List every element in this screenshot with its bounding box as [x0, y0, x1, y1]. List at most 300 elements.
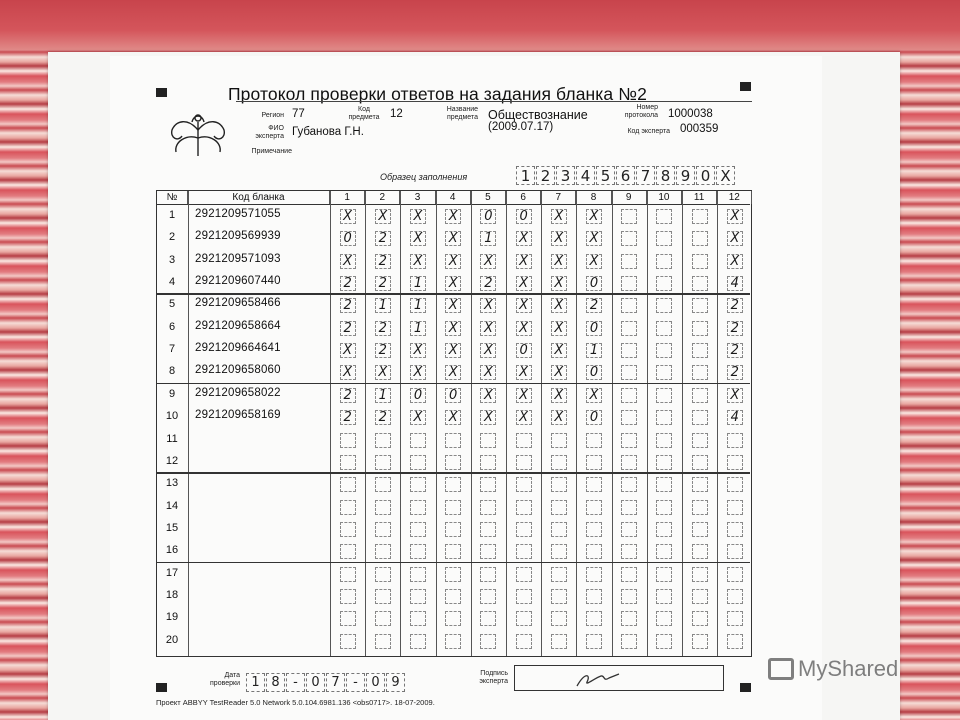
answer-cell: 2 — [375, 231, 391, 246]
note-label: Примечание — [251, 148, 292, 155]
registration-mark — [740, 82, 751, 91]
answer-cell: 2 — [727, 298, 743, 313]
answer-cell — [516, 544, 532, 559]
sample-char-cell: 5 — [596, 166, 615, 185]
answer-cell — [727, 500, 743, 515]
answer-cell — [410, 522, 426, 537]
answer-cell — [621, 522, 637, 537]
group-divider — [157, 383, 750, 385]
form-code: 2921209607440 — [195, 275, 281, 288]
background-band — [0, 0, 960, 50]
answer-cell — [410, 544, 426, 559]
form-code: 2921209658466 — [195, 297, 281, 310]
answer-cell: 2 — [340, 276, 356, 291]
answer-cell — [656, 589, 672, 604]
row-number: 19 — [165, 611, 179, 624]
answer-cell — [656, 455, 672, 470]
answer-cell — [480, 634, 496, 649]
answer-cell — [551, 567, 567, 582]
sample-char-cell: X — [716, 166, 735, 185]
answer-cell: 0 — [586, 410, 602, 425]
answer-cell — [445, 455, 461, 470]
answer-cell: 2 — [340, 410, 356, 425]
answer-cell — [551, 500, 567, 515]
answer-cell: 0 — [480, 209, 496, 224]
answer-cell — [586, 544, 602, 559]
protocol-number: 1000038 — [668, 108, 713, 120]
answer-cell — [516, 433, 532, 448]
answer-cell: 1 — [410, 276, 426, 291]
software-line: Проект ABBYY TestReader 5.0 Network 5.0.104.6981.136 <obs0717>. 18-07-2009. — [156, 698, 435, 707]
answer-cell: 2 — [375, 276, 391, 291]
answer-cell — [727, 433, 743, 448]
answer-cell — [656, 477, 672, 492]
answer-cell: X — [586, 209, 602, 224]
answer-cell — [551, 433, 567, 448]
answer-cell: X — [480, 298, 496, 313]
column-divider — [541, 191, 542, 656]
signature — [515, 666, 725, 692]
answer-cell: X — [516, 254, 532, 269]
answers-table — [156, 190, 752, 657]
column-divider — [365, 191, 366, 656]
answer-cell: X — [375, 209, 391, 224]
answer-cell — [692, 365, 708, 380]
date-char-cell: 0 — [306, 673, 325, 692]
answer-cell — [516, 634, 532, 649]
answer-cell — [445, 544, 461, 559]
answer-cell — [586, 611, 602, 626]
answer-cell — [410, 634, 426, 649]
answer-cell — [692, 321, 708, 336]
answer-cell — [480, 477, 496, 492]
row-number: 15 — [165, 521, 179, 534]
protocol-label: Номер протокола — [624, 104, 658, 119]
registration-mark — [740, 683, 751, 692]
watermark-text: MyShared — [798, 656, 899, 681]
form-code: 2921209569939 — [195, 230, 281, 243]
answer-cell — [516, 455, 532, 470]
sample-char-cell: 2 — [536, 166, 555, 185]
answer-cell — [621, 589, 637, 604]
signature-box — [514, 665, 724, 691]
row-number: 3 — [168, 253, 176, 266]
answer-cell — [656, 298, 672, 313]
row-number: 14 — [165, 499, 179, 512]
date-char-cell: 8 — [266, 673, 285, 692]
answer-cell: 4 — [727, 410, 743, 425]
sample-char-cell: 3 — [556, 166, 575, 185]
answer-cell: 0 — [445, 388, 461, 403]
answer-cell: X — [727, 254, 743, 269]
answer-cell — [621, 298, 637, 313]
answer-cell — [340, 544, 356, 559]
answer-cell — [692, 567, 708, 582]
answer-cell — [621, 276, 637, 291]
column-header-task: 12 — [717, 191, 752, 204]
answer-cell: X — [410, 343, 426, 358]
answer-cell — [692, 254, 708, 269]
row-number: 6 — [168, 320, 176, 333]
answer-cell — [727, 544, 743, 559]
answer-cell: X — [516, 410, 532, 425]
answer-cell — [375, 567, 391, 582]
date-char-cell: 7 — [326, 673, 345, 692]
answer-cell — [551, 477, 567, 492]
answer-cell — [727, 634, 743, 649]
column-header-task: 7 — [541, 191, 576, 204]
answer-cell: X — [340, 365, 356, 380]
answer-cell — [375, 544, 391, 559]
form-code: 2921209658169 — [195, 409, 281, 422]
answer-cell — [340, 611, 356, 626]
answer-cell — [656, 544, 672, 559]
header-divider — [157, 204, 750, 205]
answer-cell — [621, 365, 637, 380]
answer-cell — [727, 611, 743, 626]
column-header-task: 5 — [471, 191, 506, 204]
answer-cell — [656, 209, 672, 224]
sample-char-cell: 9 — [676, 166, 695, 185]
form-code: 2921209571093 — [195, 252, 281, 265]
column-divider — [471, 191, 472, 656]
answer-cell — [621, 500, 637, 515]
answer-cell: X — [551, 343, 567, 358]
date-label: Дата проверки — [210, 672, 240, 687]
registration-mark — [156, 683, 167, 692]
form-code: 2921209658022 — [195, 386, 281, 399]
answer-cell: 2 — [375, 254, 391, 269]
answer-cell: 1 — [410, 298, 426, 313]
answer-cell — [656, 231, 672, 246]
column-divider — [682, 191, 683, 656]
answer-cell: X — [727, 231, 743, 246]
subject-code-value: 12 — [390, 108, 403, 120]
answer-cell — [692, 477, 708, 492]
answer-cell — [621, 343, 637, 358]
answer-cell: 0 — [586, 321, 602, 336]
column-header-code: Код бланка — [188, 191, 330, 204]
answer-cell — [586, 634, 602, 649]
answer-cell — [621, 254, 637, 269]
answer-cell — [727, 477, 743, 492]
answer-cell: 4 — [727, 276, 743, 291]
answer-cell — [692, 276, 708, 291]
column-header-task: 9 — [612, 191, 647, 204]
answer-cell — [375, 455, 391, 470]
answer-cell: 2 — [727, 321, 743, 336]
answer-cell — [516, 589, 532, 604]
answer-cell — [656, 321, 672, 336]
answer-cell — [656, 433, 672, 448]
answer-cell: X — [727, 388, 743, 403]
answer-cell — [410, 567, 426, 582]
form-code: 2921209664641 — [195, 342, 281, 355]
group-divider — [157, 293, 750, 295]
date-char-cell: 9 — [386, 673, 405, 692]
answer-cell: 1 — [480, 231, 496, 246]
row-number: 18 — [165, 588, 179, 601]
answer-cell — [480, 567, 496, 582]
answer-cell: X — [410, 231, 426, 246]
answer-cell: X — [445, 209, 461, 224]
answer-cell — [656, 522, 672, 537]
answer-cell — [375, 500, 391, 515]
answer-cell — [516, 567, 532, 582]
answer-cell — [621, 388, 637, 403]
group-divider — [157, 562, 750, 564]
answer-cell: X — [445, 321, 461, 336]
answer-cell — [375, 634, 391, 649]
expert-name-value: Губанова Г.Н. — [292, 126, 364, 138]
answer-cell — [621, 209, 637, 224]
answer-cell: 0 — [586, 276, 602, 291]
answer-cell — [410, 611, 426, 626]
region-label: Регион — [261, 112, 284, 119]
column-header-task: 8 — [576, 191, 611, 204]
answer-cell: X — [410, 254, 426, 269]
subject-date-value: (2009.07.17) — [488, 121, 554, 133]
answer-cell: X — [480, 254, 496, 269]
answer-cell — [375, 611, 391, 626]
column-header-task: 4 — [436, 191, 471, 204]
answer-cell — [586, 433, 602, 448]
column-header-num: № — [157, 191, 188, 204]
answer-cell — [516, 522, 532, 537]
answer-cell — [692, 433, 708, 448]
date-cells — [246, 673, 406, 692]
column-divider — [188, 191, 189, 656]
answer-cell — [656, 388, 672, 403]
answer-cell — [375, 477, 391, 492]
sample-char-cell: 0 — [696, 166, 715, 185]
answer-cell — [445, 634, 461, 649]
answer-cell: X — [480, 388, 496, 403]
form-code: 2921209658664 — [195, 319, 281, 332]
sample-char-cell: 6 — [616, 166, 635, 185]
answer-cell: X — [551, 209, 567, 224]
answer-cell — [480, 589, 496, 604]
answer-cell: X — [516, 365, 532, 380]
row-number: 11 — [166, 432, 178, 445]
row-number: 1 — [168, 209, 176, 221]
answer-cell — [410, 589, 426, 604]
answer-cell: X — [375, 365, 391, 380]
answer-cell — [656, 254, 672, 269]
answer-cell: X — [480, 365, 496, 380]
answer-cell — [692, 298, 708, 313]
answer-cell — [340, 455, 356, 470]
answer-cell: X — [410, 209, 426, 224]
answer-cell — [480, 500, 496, 515]
answer-cell — [692, 231, 708, 246]
watermark — [768, 656, 898, 682]
form-code: 2921209571055 — [195, 208, 281, 220]
answer-cell — [692, 500, 708, 515]
answer-cell: X — [516, 388, 532, 403]
answer-cell: X — [516, 298, 532, 313]
answer-cell — [375, 589, 391, 604]
answer-cell — [445, 611, 461, 626]
answer-cell: 2 — [727, 365, 743, 380]
answer-cell: X — [516, 321, 532, 336]
date-char-cell: - — [286, 673, 305, 692]
column-divider — [647, 191, 648, 656]
answer-cell — [551, 544, 567, 559]
emblem-logo — [162, 108, 234, 160]
answer-cell — [621, 455, 637, 470]
sample-label: Образец заполнения — [380, 172, 468, 182]
answer-cell — [692, 611, 708, 626]
answer-cell — [551, 455, 567, 470]
answer-cell — [656, 410, 672, 425]
date-char-cell: 1 — [246, 673, 265, 692]
row-number: 9 — [168, 387, 176, 400]
answer-cell — [445, 477, 461, 492]
answer-cell — [480, 611, 496, 626]
answer-cell — [727, 589, 743, 604]
answer-cell: X — [480, 321, 496, 336]
answer-cell: 2 — [375, 321, 391, 336]
answer-cell — [656, 500, 672, 515]
answer-cell — [586, 522, 602, 537]
sample-char-cell: 1 — [516, 166, 535, 185]
answer-cell: 2 — [375, 343, 391, 358]
answer-cell: X — [445, 343, 461, 358]
answer-cell — [692, 410, 708, 425]
answer-cell: X — [551, 410, 567, 425]
answer-cell: X — [586, 231, 602, 246]
sample-char-cell: 7 — [636, 166, 655, 185]
answer-cell — [551, 589, 567, 604]
row-number: 17 — [165, 566, 179, 579]
answer-cell: X — [445, 365, 461, 380]
watermark-icon — [768, 658, 794, 680]
form-code: 2921209658060 — [195, 364, 281, 377]
row-number: 10 — [165, 410, 179, 423]
answer-cell — [340, 567, 356, 582]
column-divider — [612, 191, 613, 656]
answer-cell — [692, 388, 708, 403]
subject-code-label: Код предмета — [348, 106, 380, 121]
answer-cell: 2 — [727, 343, 743, 358]
answer-cell — [586, 589, 602, 604]
answer-cell — [586, 567, 602, 582]
answer-cell: 2 — [340, 321, 356, 336]
answer-cell — [621, 410, 637, 425]
answer-cell — [340, 634, 356, 649]
answer-cell: X — [551, 276, 567, 291]
answer-cell: X — [551, 365, 567, 380]
column-header-task: 3 — [400, 191, 435, 204]
answer-cell — [692, 589, 708, 604]
answer-cell — [340, 522, 356, 537]
answer-cell — [516, 611, 532, 626]
answer-cell: X — [551, 388, 567, 403]
row-number: 7 — [168, 343, 176, 356]
answer-cell: X — [445, 298, 461, 313]
answer-cell: X — [445, 410, 461, 425]
answer-cell — [692, 634, 708, 649]
column-divider — [400, 191, 401, 656]
answer-cell: X — [586, 388, 602, 403]
answer-cell — [551, 611, 567, 626]
expert-name-label: ФИО эксперта — [255, 125, 284, 140]
column-divider — [506, 191, 507, 656]
column-divider — [436, 191, 437, 656]
column-header-task: 10 — [647, 191, 682, 204]
answer-cell: X — [445, 276, 461, 291]
row-number: 4 — [168, 276, 176, 289]
answer-cell: X — [586, 254, 602, 269]
registration-mark — [156, 88, 167, 97]
answer-cell: X — [551, 321, 567, 336]
answer-cell — [586, 455, 602, 470]
answer-cell: 1 — [375, 388, 391, 403]
answer-cell — [621, 231, 637, 246]
answer-cell: X — [551, 254, 567, 269]
answer-cell: X — [340, 254, 356, 269]
answer-cell — [621, 634, 637, 649]
region-value: 77 — [292, 108, 305, 120]
answer-cell — [727, 455, 743, 470]
column-header-task: 6 — [506, 191, 541, 204]
answer-cell — [656, 567, 672, 582]
answer-cell: 0 — [516, 343, 532, 358]
expert-code-label: Код эксперта — [627, 128, 670, 135]
answer-cell — [656, 611, 672, 626]
answer-cell — [410, 500, 426, 515]
answer-cell — [480, 455, 496, 470]
answer-cell — [551, 522, 567, 537]
answer-cell — [340, 500, 356, 515]
answer-cell — [692, 343, 708, 358]
answer-cell — [445, 589, 461, 604]
signature-label: Подпись эксперта — [479, 670, 508, 685]
answer-cell — [445, 433, 461, 448]
answer-cell — [692, 522, 708, 537]
answer-cell — [410, 477, 426, 492]
answer-cell: 0 — [516, 209, 532, 224]
sample-char-cell: 4 — [576, 166, 595, 185]
answer-cell — [340, 477, 356, 492]
column-header-task: 11 — [682, 191, 717, 204]
answer-cell — [621, 611, 637, 626]
column-header-task: 1 — [330, 191, 365, 204]
answer-cell: 2 — [340, 388, 356, 403]
answer-cell — [692, 209, 708, 224]
answer-cell — [656, 276, 672, 291]
answer-cell: 2 — [586, 298, 602, 313]
sample-cells — [516, 166, 736, 185]
answer-cell — [340, 433, 356, 448]
answer-cell — [727, 567, 743, 582]
date-char-cell: - — [346, 673, 365, 692]
subject-name-value: Обществознание — [488, 108, 588, 122]
row-number: 12 — [165, 454, 179, 467]
answer-cell: X — [727, 209, 743, 224]
answer-cell — [586, 477, 602, 492]
answer-cell — [516, 500, 532, 515]
answer-cell — [445, 567, 461, 582]
answer-cell: X — [480, 343, 496, 358]
group-divider — [157, 472, 750, 474]
answer-cell — [340, 589, 356, 604]
answer-cell: 0 — [410, 388, 426, 403]
answer-cell: X — [410, 410, 426, 425]
row-number: 8 — [168, 365, 176, 378]
answer-cell: 0 — [586, 365, 602, 380]
